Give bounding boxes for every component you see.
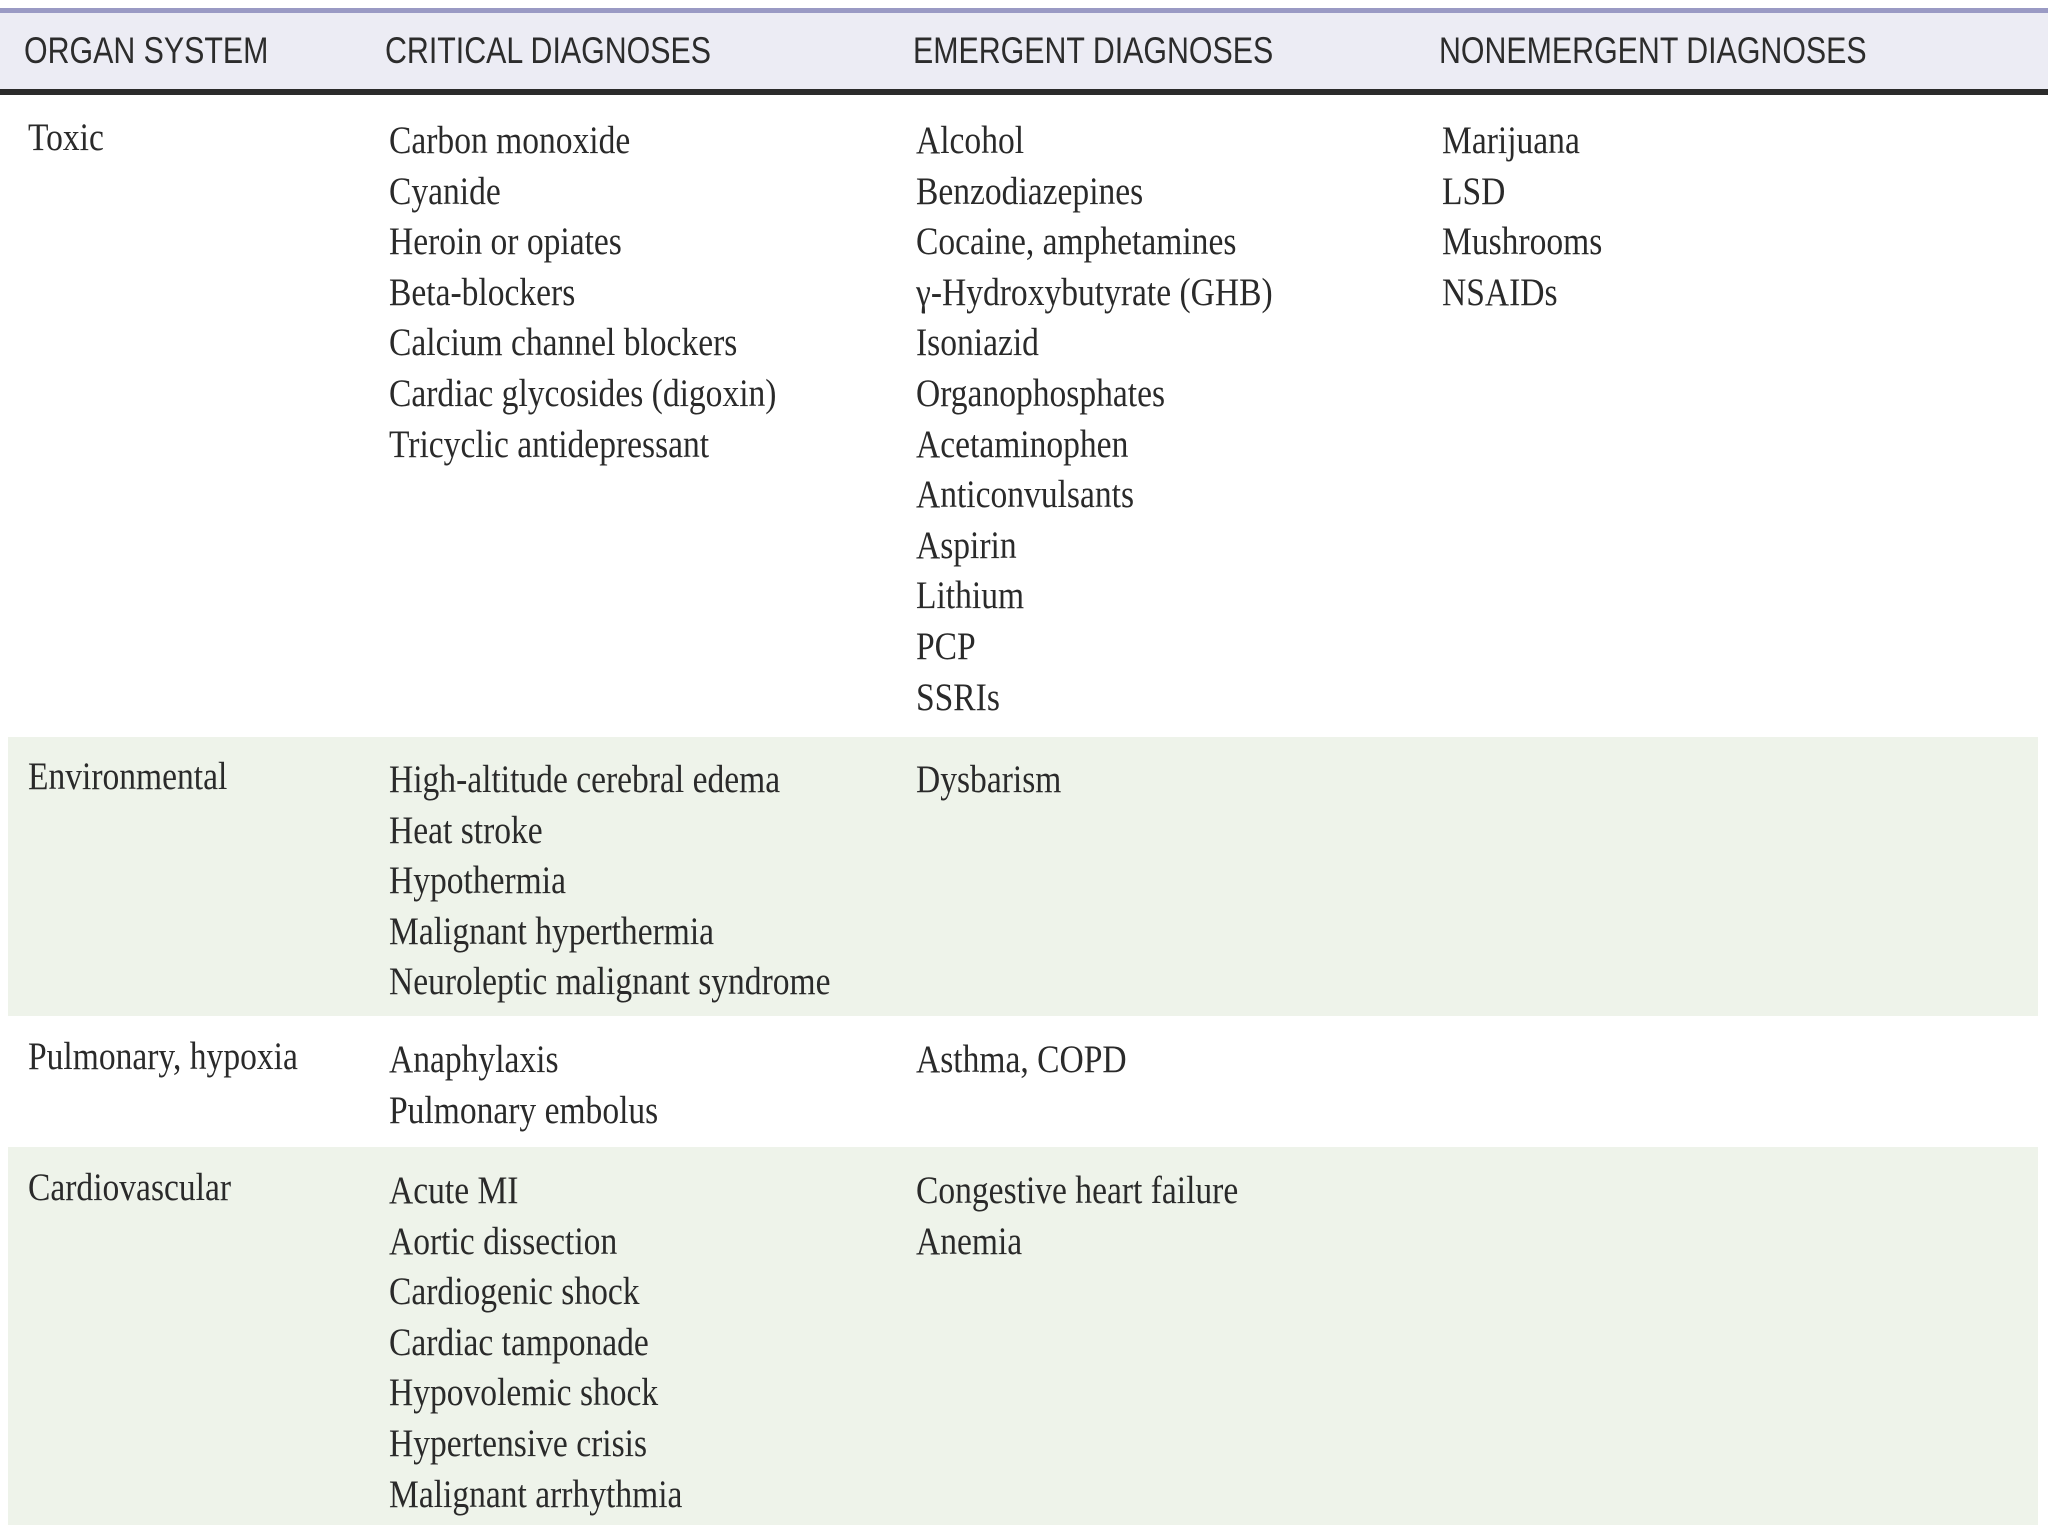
list-item: Dysbarism [916, 758, 1062, 801]
list-item: High-altitude cerebral edema [389, 758, 781, 801]
organ-system-cell: Cardiovascular [28, 1166, 232, 1209]
table-row-pulmonary [8, 1016, 2038, 1147]
critical-diagnoses-list [389, 755, 902, 1008]
header-emergent-diagnoses: EMERGENT DIAGNOSES [913, 30, 1274, 71]
nonemergent-diagnoses-list [1442, 116, 1628, 318]
emergent-diagnoses-list [916, 1166, 1291, 1267]
list-item: γ-Hydroxybutyrate (GHB) [916, 270, 1273, 314]
list-item: PCP [916, 624, 976, 668]
organ-system-cell: Toxic [28, 116, 104, 159]
critical-diagnoses-list [389, 1035, 702, 1136]
list-item: Malignant hyperthermia [389, 909, 715, 953]
list-item: Aortic dissection [389, 1219, 618, 1263]
list-item: Organophosphates [916, 371, 1166, 415]
list-item: Malignant arrhythmia [389, 1472, 683, 1516]
critical-diagnoses-list [389, 1166, 730, 1520]
list-item: Mushrooms [1442, 220, 1603, 264]
list-item: Anemia [916, 1219, 1023, 1263]
list-item: Marijuana [1442, 119, 1580, 162]
list-item: Anticonvulsants [916, 473, 1134, 517]
list-item: Heat stroke [389, 808, 543, 852]
list-item: Heroin or opiates [389, 220, 622, 264]
critical-diagnoses-list [389, 116, 840, 470]
list-item: Congestive heart failure [916, 1169, 1239, 1212]
list-item: LSD [1442, 169, 1506, 213]
list-item: Hypothermia [389, 859, 566, 903]
list-item: NSAIDs [1442, 270, 1558, 314]
list-item: Isoniazid [916, 321, 1039, 365]
list-item: Cardiogenic shock [389, 1270, 640, 1314]
list-item: SSRIs [916, 675, 1000, 719]
list-item: Asthma, COPD [916, 1038, 1127, 1081]
table-row-toxic [8, 95, 2038, 735]
header-organ-system: ORGAN SYSTEM [24, 30, 269, 71]
list-item: Aspirin [916, 523, 1017, 567]
header-critical-diagnoses: CRITICAL DIAGNOSES [385, 30, 711, 71]
list-item: Carbon monoxide [389, 119, 631, 162]
list-item: Lithium [916, 574, 1025, 618]
organ-system-cell: Pulmonary, hypoxia [28, 1035, 298, 1078]
list-item: Cyanide [389, 169, 501, 213]
emergent-diagnoses-list [916, 116, 1331, 723]
organ-system-cell: Environmental [28, 755, 228, 798]
emergent-diagnoses-list [916, 1035, 1161, 1086]
list-item: Hypovolemic shock [389, 1371, 659, 1415]
list-item: Cardiac glycosides (digoxin) [389, 371, 777, 415]
table-header [0, 13, 2048, 91]
list-item: Cocaine, amphetamines [916, 220, 1237, 264]
list-item: Pulmonary embolus [389, 1088, 659, 1132]
list-item: Benzodiazepines [916, 169, 1144, 213]
list-item: Cardiac tamponade [389, 1320, 649, 1364]
table-row-environmental [8, 737, 2038, 1016]
list-item: Beta-blockers [389, 270, 576, 314]
table-row-cardiovascular [8, 1147, 2038, 1525]
list-item: Hypertensive crisis [389, 1421, 648, 1465]
list-item: Tricyclic antidepressant [389, 422, 710, 466]
list-item: Acetaminophen [916, 422, 1129, 466]
list-item: Anaphylaxis [389, 1038, 559, 1081]
emergent-diagnoses-list [916, 755, 1085, 806]
header-nonemergent-diagnoses: NONEMERGENT DIAGNOSES [1439, 30, 1867, 71]
list-item: Acute MI [389, 1169, 519, 1212]
list-item: Alcohol [916, 119, 1025, 162]
list-item: Neuroleptic malignant syndrome [389, 960, 831, 1004]
list-item: Calcium channel blockers [389, 321, 738, 365]
